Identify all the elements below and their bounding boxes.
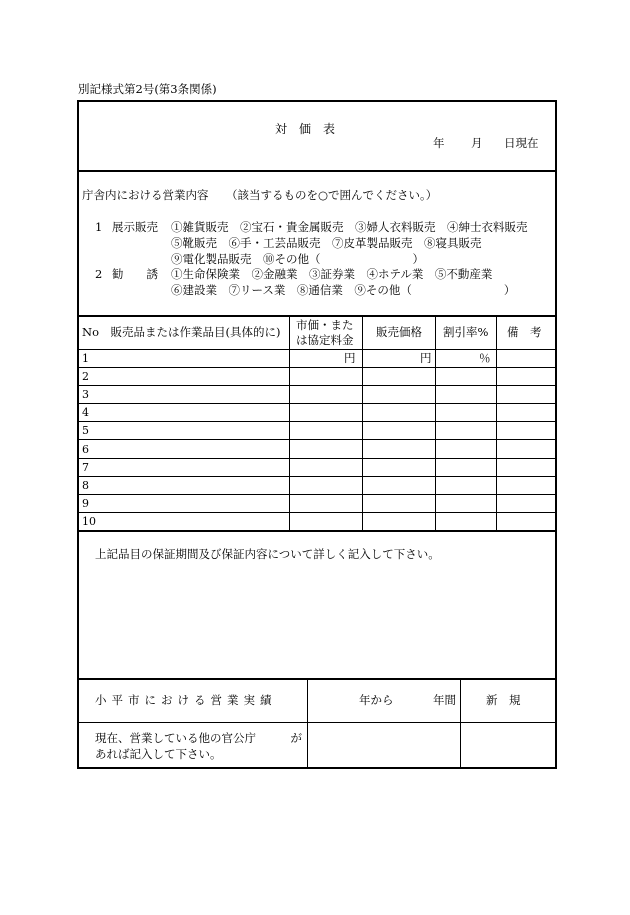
row-line-2 [77, 385, 557, 386]
title-divider [77, 170, 557, 172]
unit-yen-sale: 円 [420, 351, 432, 365]
category-2-name: 勧 誘 [112, 267, 158, 281]
table-bottom [77, 530, 557, 532]
unit-yen-market: 円 [344, 351, 356, 365]
row-number-2: 2 [82, 370, 89, 383]
row-number-9: 9 [82, 497, 89, 510]
record-label: 小平市における営業実績 [95, 693, 277, 707]
row-line-8 [77, 494, 557, 495]
col-divider-3 [435, 316, 436, 531]
category-1-line-1: ①雑貨販売 ②宝石・貴金属販売 ③婦人衣料販売 ④紳士衣料販売 [171, 220, 528, 234]
from-year: 年から [359, 693, 394, 707]
business-note: （該当するものを○で囲んでください。） [226, 188, 438, 202]
row-number-3: 3 [82, 388, 89, 401]
row-number-6: 6 [82, 443, 89, 456]
header-market-1: 市価・また [296, 318, 354, 332]
category-1-number: 1 [95, 220, 103, 234]
footer-col-2 [460, 679, 461, 768]
row-number-4: 4 [82, 406, 89, 419]
frame-right [555, 100, 557, 769]
col-divider-2 [362, 316, 363, 531]
form-id: 別記様式第2号(第3条関係) [78, 82, 217, 96]
page-title: 対 価 表 [275, 122, 336, 136]
category-1-name: 展示販売 [112, 220, 158, 234]
warranty-note: 上記品目の保証期間及び保証内容について詳しく記入して下さい。 [95, 547, 440, 561]
other-offices-line-1: 現在、営業している他の官公庁 が [95, 731, 302, 745]
frame-bottom [77, 767, 557, 769]
row-line-4 [77, 421, 557, 422]
footer-col-1 [307, 679, 308, 768]
row-number-7: 7 [82, 461, 89, 474]
footer-top [77, 678, 557, 680]
frame-top [77, 100, 557, 102]
row-number-8: 8 [82, 479, 89, 492]
date-month: 月 [471, 136, 483, 150]
col-divider-1 [289, 316, 290, 531]
row-number-1: 1 [82, 352, 89, 365]
category-2-line-1: ①生命保険業 ②金融業 ③証券業 ④ホテル業 ⑤不動産業 [171, 267, 493, 281]
row-number-5: 5 [82, 424, 89, 437]
unit-percent: ％ [479, 351, 491, 365]
row-line-7 [77, 476, 557, 477]
table-header-bottom [77, 349, 557, 350]
business-heading: 庁舎内における営業内容 [82, 188, 209, 202]
row-line-5 [77, 439, 557, 440]
date-year: 年 [433, 136, 445, 150]
row-line-1 [77, 367, 557, 368]
frame-left [77, 100, 79, 769]
years: 年間 [433, 693, 456, 707]
row-line-9 [77, 512, 557, 513]
row-line-6 [77, 458, 557, 459]
category-2-number: 2 [95, 267, 103, 281]
footer-mid [77, 722, 557, 723]
category-1-line-3: ⑨電化製品販売 ⑩その他（ ） [171, 252, 424, 266]
table-top [77, 315, 557, 317]
row-number-10: 10 [82, 515, 96, 528]
other-offices-line-2: あれば記入して下さい。 [95, 747, 222, 761]
header-sale: 販売価格 [376, 325, 422, 339]
category-2-line-2: ⑥建設業 ⑦リース業 ⑧通信業 ⑨その他（ ） [171, 283, 516, 297]
row-line-3 [77, 403, 557, 404]
col-divider-4 [496, 316, 497, 531]
header-discount: 割引率% [443, 325, 489, 339]
header-remarks: 備 考 [507, 325, 542, 339]
header-market-2: は協定料金 [296, 333, 354, 347]
category-1-line-2: ⑤靴販売 ⑥手・工芸品販売 ⑦皮革製品販売 ⑧寝具販売 [171, 236, 482, 250]
header-item: No 販売品または作業品目(具体的に) [82, 325, 281, 339]
new-label: 新 規 [486, 693, 521, 707]
date-day-present: 日現在 [504, 136, 539, 150]
